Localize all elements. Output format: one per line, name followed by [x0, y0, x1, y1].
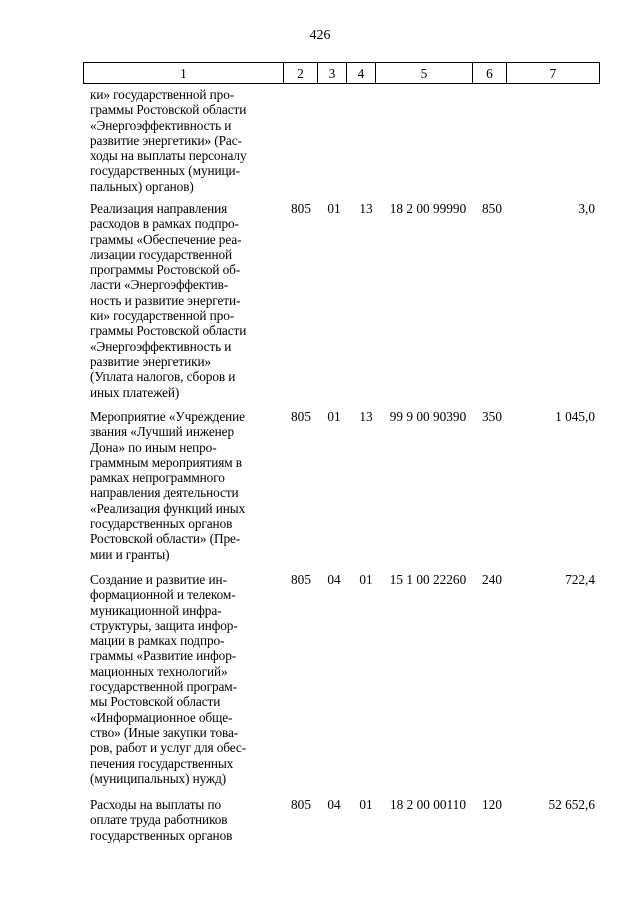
description-line: Создание и развитие ин- [90, 572, 227, 587]
description-line: лизации государственной [90, 246, 233, 262]
description-line: ров, работ и услуг для обес- [90, 740, 247, 756]
description-line: ласти «Энергоэффектив- [90, 277, 229, 293]
description-line: «Энергоэффективность и [90, 117, 232, 133]
cell-col-2: 805 [291, 797, 311, 812]
header-col-6: 6 [473, 62, 507, 84]
cell-col-2: 805 [291, 409, 311, 424]
cell-col-7: 722,4 [565, 572, 595, 587]
cell-col-5: 18 2 00 99990 [389, 201, 467, 216]
row-description [90, 797, 277, 843]
description-line: граммным мероприятиям в [90, 454, 242, 470]
header-col-7: 7 [507, 62, 600, 84]
row-description [90, 572, 277, 786]
cell-col-2: 805 [291, 201, 311, 216]
description-line: ки» государственной про- [90, 87, 235, 102]
description-line: мии и гранты) [90, 546, 170, 562]
description-line: граммы Ростовской области [90, 323, 247, 339]
row-description [90, 409, 277, 562]
description-line: муникационной инфра- [90, 602, 222, 618]
description-line: программы Ростовской об- [90, 262, 241, 278]
cell-col-6: 850 [482, 201, 502, 216]
header-col-5: 5 [376, 62, 473, 84]
cell-col-5: 18 2 00 00110 [390, 797, 466, 812]
cell-col-3: 04 [327, 572, 341, 587]
cell-col-5: 99 9 00 90390 [389, 409, 467, 424]
cell-col-3: 01 [327, 201, 341, 216]
header-col-1: 1 [83, 62, 284, 84]
description-line: оплате труда работников [90, 812, 228, 828]
description-line: иных платежей) [90, 384, 180, 400]
description-line: ство» (Иные закупки това- [90, 724, 239, 740]
cell-col-6: 240 [482, 572, 502, 587]
description-line: формационной и телеком- [90, 587, 236, 603]
header-col-4: 4 [347, 62, 376, 84]
table-header-row [83, 62, 600, 84]
description-line: государственных (муници- [90, 163, 240, 179]
description-line: граммы Ростовской области [90, 102, 247, 118]
page-number: 426 [309, 28, 331, 43]
cell-col-4: 01 [359, 797, 373, 812]
description-line: государственной програм- [90, 679, 237, 695]
description-line: мационных технологий» [90, 663, 228, 679]
header-col-2: 2 [284, 62, 318, 84]
description-line: Реализация направления [90, 201, 228, 216]
description-line: граммы «Обеспечение реа- [90, 231, 242, 247]
description-line: «Энергоэффективность и [90, 338, 232, 354]
description-line: Расходы на выплаты по [90, 797, 222, 812]
description-line: мы Ростовской области [90, 694, 221, 710]
description-line: направления деятельности [90, 485, 239, 501]
cell-col-4: 13 [359, 409, 373, 424]
description-line: расходов в рамках подпро- [90, 216, 239, 232]
description-line: государственных органов [90, 827, 233, 843]
cell-col-7: 52 652,6 [548, 797, 595, 812]
row-description [90, 201, 277, 400]
description-line: пальных) органов) [90, 178, 194, 194]
description-line: печения государственных [90, 755, 234, 771]
description-line: Мероприятие «Учреждение [90, 409, 245, 424]
cell-col-4: 01 [359, 572, 373, 587]
description-line: ходы на выплаты персоналу [90, 148, 247, 164]
description-line: ки» государственной про- [90, 308, 235, 324]
description-line: «Информационное обще- [90, 709, 233, 725]
description-line: развитие энергетики» [90, 353, 212, 369]
description-line: граммы «Развитие инфор- [90, 648, 237, 664]
description-line: Ростовской области» (Пре- [90, 531, 241, 547]
cell-col-4: 13 [359, 201, 373, 216]
cell-col-2: 805 [291, 572, 311, 587]
cell-col-5: 15 1 00 22260 [389, 572, 467, 587]
description-line: (Уплата налогов, сборов и [90, 369, 236, 385]
description-line: структуры, защита инфор- [90, 617, 238, 633]
header-col-3: 3 [318, 62, 347, 84]
cell-col-3: 04 [327, 797, 341, 812]
description-line: «Реализация функций иных [90, 500, 246, 516]
cell-col-3: 01 [327, 409, 341, 424]
description-line: развитие энергетики» (Рас- [90, 132, 242, 148]
description-line: мации в рамках подпро- [90, 633, 225, 649]
description-line: государственных органов [90, 516, 233, 532]
description-line: (муниципальных) нужд) [90, 770, 227, 786]
cell-col-7: 3,0 [578, 201, 595, 216]
cell-col-6: 350 [482, 409, 502, 424]
description-line: Дона» по иным непро- [90, 439, 217, 455]
cell-col-6: 120 [482, 797, 502, 812]
row-description [90, 87, 277, 194]
description-line: звания «Лучший инженер [90, 424, 235, 440]
description-line: ность и развитие энергети- [90, 292, 241, 308]
cell-col-7: 1 045,0 [555, 409, 595, 424]
description-line: рамках непрограммного [90, 470, 225, 486]
